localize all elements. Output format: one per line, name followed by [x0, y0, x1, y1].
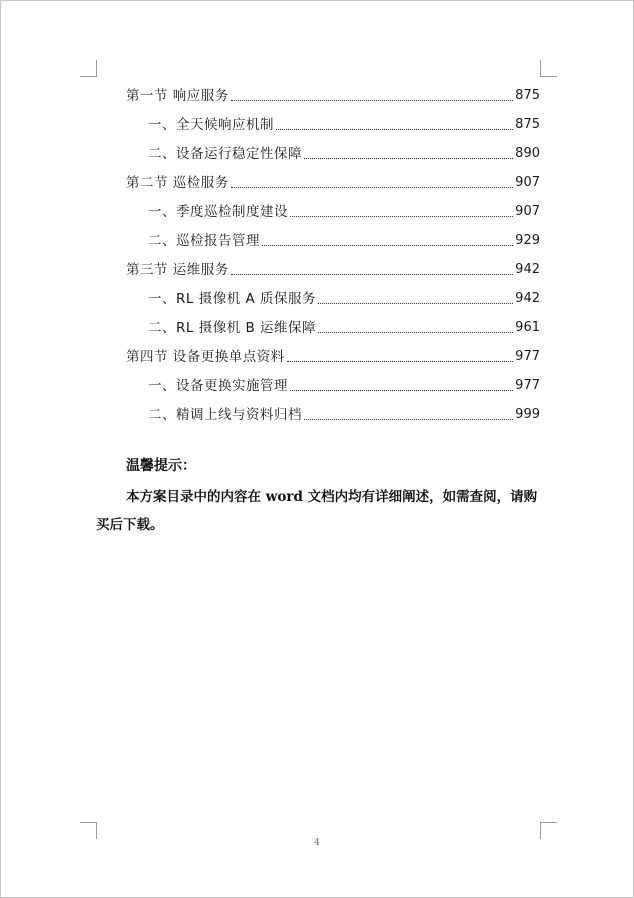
toc-entry-page-number: 929 [515, 233, 540, 248]
toc-entry-page-number: 961 [515, 320, 540, 335]
toc-entry-page-number: 999 [515, 407, 540, 422]
crop-mark-top-left [80, 60, 97, 77]
toc-entry[interactable] [126, 135, 540, 164]
toc-entry-label: 一、设备更换实施管理 [148, 378, 288, 394]
toc-entry-page-number: 875 [515, 117, 540, 132]
toc-entry-page-number: 907 [515, 204, 540, 219]
toc-entry[interactable] [126, 222, 540, 251]
toc-entry[interactable] [126, 193, 540, 222]
toc-entry-label: 第三节 运维服务 [126, 262, 229, 278]
toc-entry[interactable] [126, 280, 540, 309]
toc-entry[interactable] [126, 77, 540, 106]
toc-entry-page-number: 890 [515, 146, 540, 161]
toc-entry-label: 一、季度巡检制度建设 [148, 204, 288, 220]
toc-leader-dots [304, 158, 513, 159]
toc-entry[interactable] [126, 106, 540, 135]
toc-entry-label: 二、RL 摄像机 B 运维保障 [148, 320, 317, 336]
toc-entry-label: 一、RL 摄像机 A 质保服务 [148, 291, 317, 307]
toc-entry-label: 第一节 响应服务 [126, 88, 229, 104]
toc-entry-page-number: 942 [515, 291, 540, 306]
crop-mark-bottom-right [540, 822, 557, 839]
toc-leader-dots [231, 274, 513, 275]
toc-entry-label: 第二节 巡检服务 [126, 175, 229, 191]
toc-entry[interactable] [126, 338, 540, 367]
toc-entry[interactable] [126, 396, 540, 425]
toc-leader-dots [318, 303, 513, 304]
toc-leader-dots [262, 245, 513, 246]
table-of-contents [126, 77, 540, 425]
toc-leader-dots [318, 332, 513, 333]
toc-entry[interactable] [126, 367, 540, 396]
toc-entry-label: 一、全天候响应机制 [148, 117, 274, 133]
toc-entry-page-number: 977 [515, 349, 540, 364]
crop-mark-bottom-left [80, 822, 97, 839]
notice-title: 温馨提示： [126, 458, 196, 474]
crop-mark-top-right [540, 60, 557, 77]
notice-body: 本方案目录中的内容在 word 文档内均有详细阐述，如需查阅，请购买后下载。 [96, 489, 538, 533]
toc-entry-page-number: 977 [515, 378, 540, 393]
toc-entry-page-number: 875 [515, 88, 540, 103]
toc-leader-dots [287, 361, 513, 362]
toc-entry-page-number: 942 [515, 262, 540, 277]
toc-entry-label: 二、设备运行稳定性保障 [148, 146, 302, 162]
toc-entry-label: 二、巡检报告管理 [148, 233, 260, 249]
toc-entry-label: 第四节 设备更换单点资料 [126, 349, 285, 365]
toc-leader-dots [304, 419, 513, 420]
toc-entry-label: 二、精调上线与资料归档 [148, 407, 302, 423]
toc-entry-page-number: 907 [515, 175, 540, 190]
toc-leader-dots [231, 187, 513, 188]
page-number: 4 [314, 838, 320, 848]
toc-entry[interactable] [126, 164, 540, 193]
toc-leader-dots [290, 390, 513, 391]
toc-leader-dots [290, 216, 513, 217]
toc-leader-dots [231, 100, 513, 101]
toc-leader-dots [276, 129, 513, 130]
toc-entry[interactable] [126, 309, 540, 338]
toc-entry[interactable] [126, 251, 540, 280]
